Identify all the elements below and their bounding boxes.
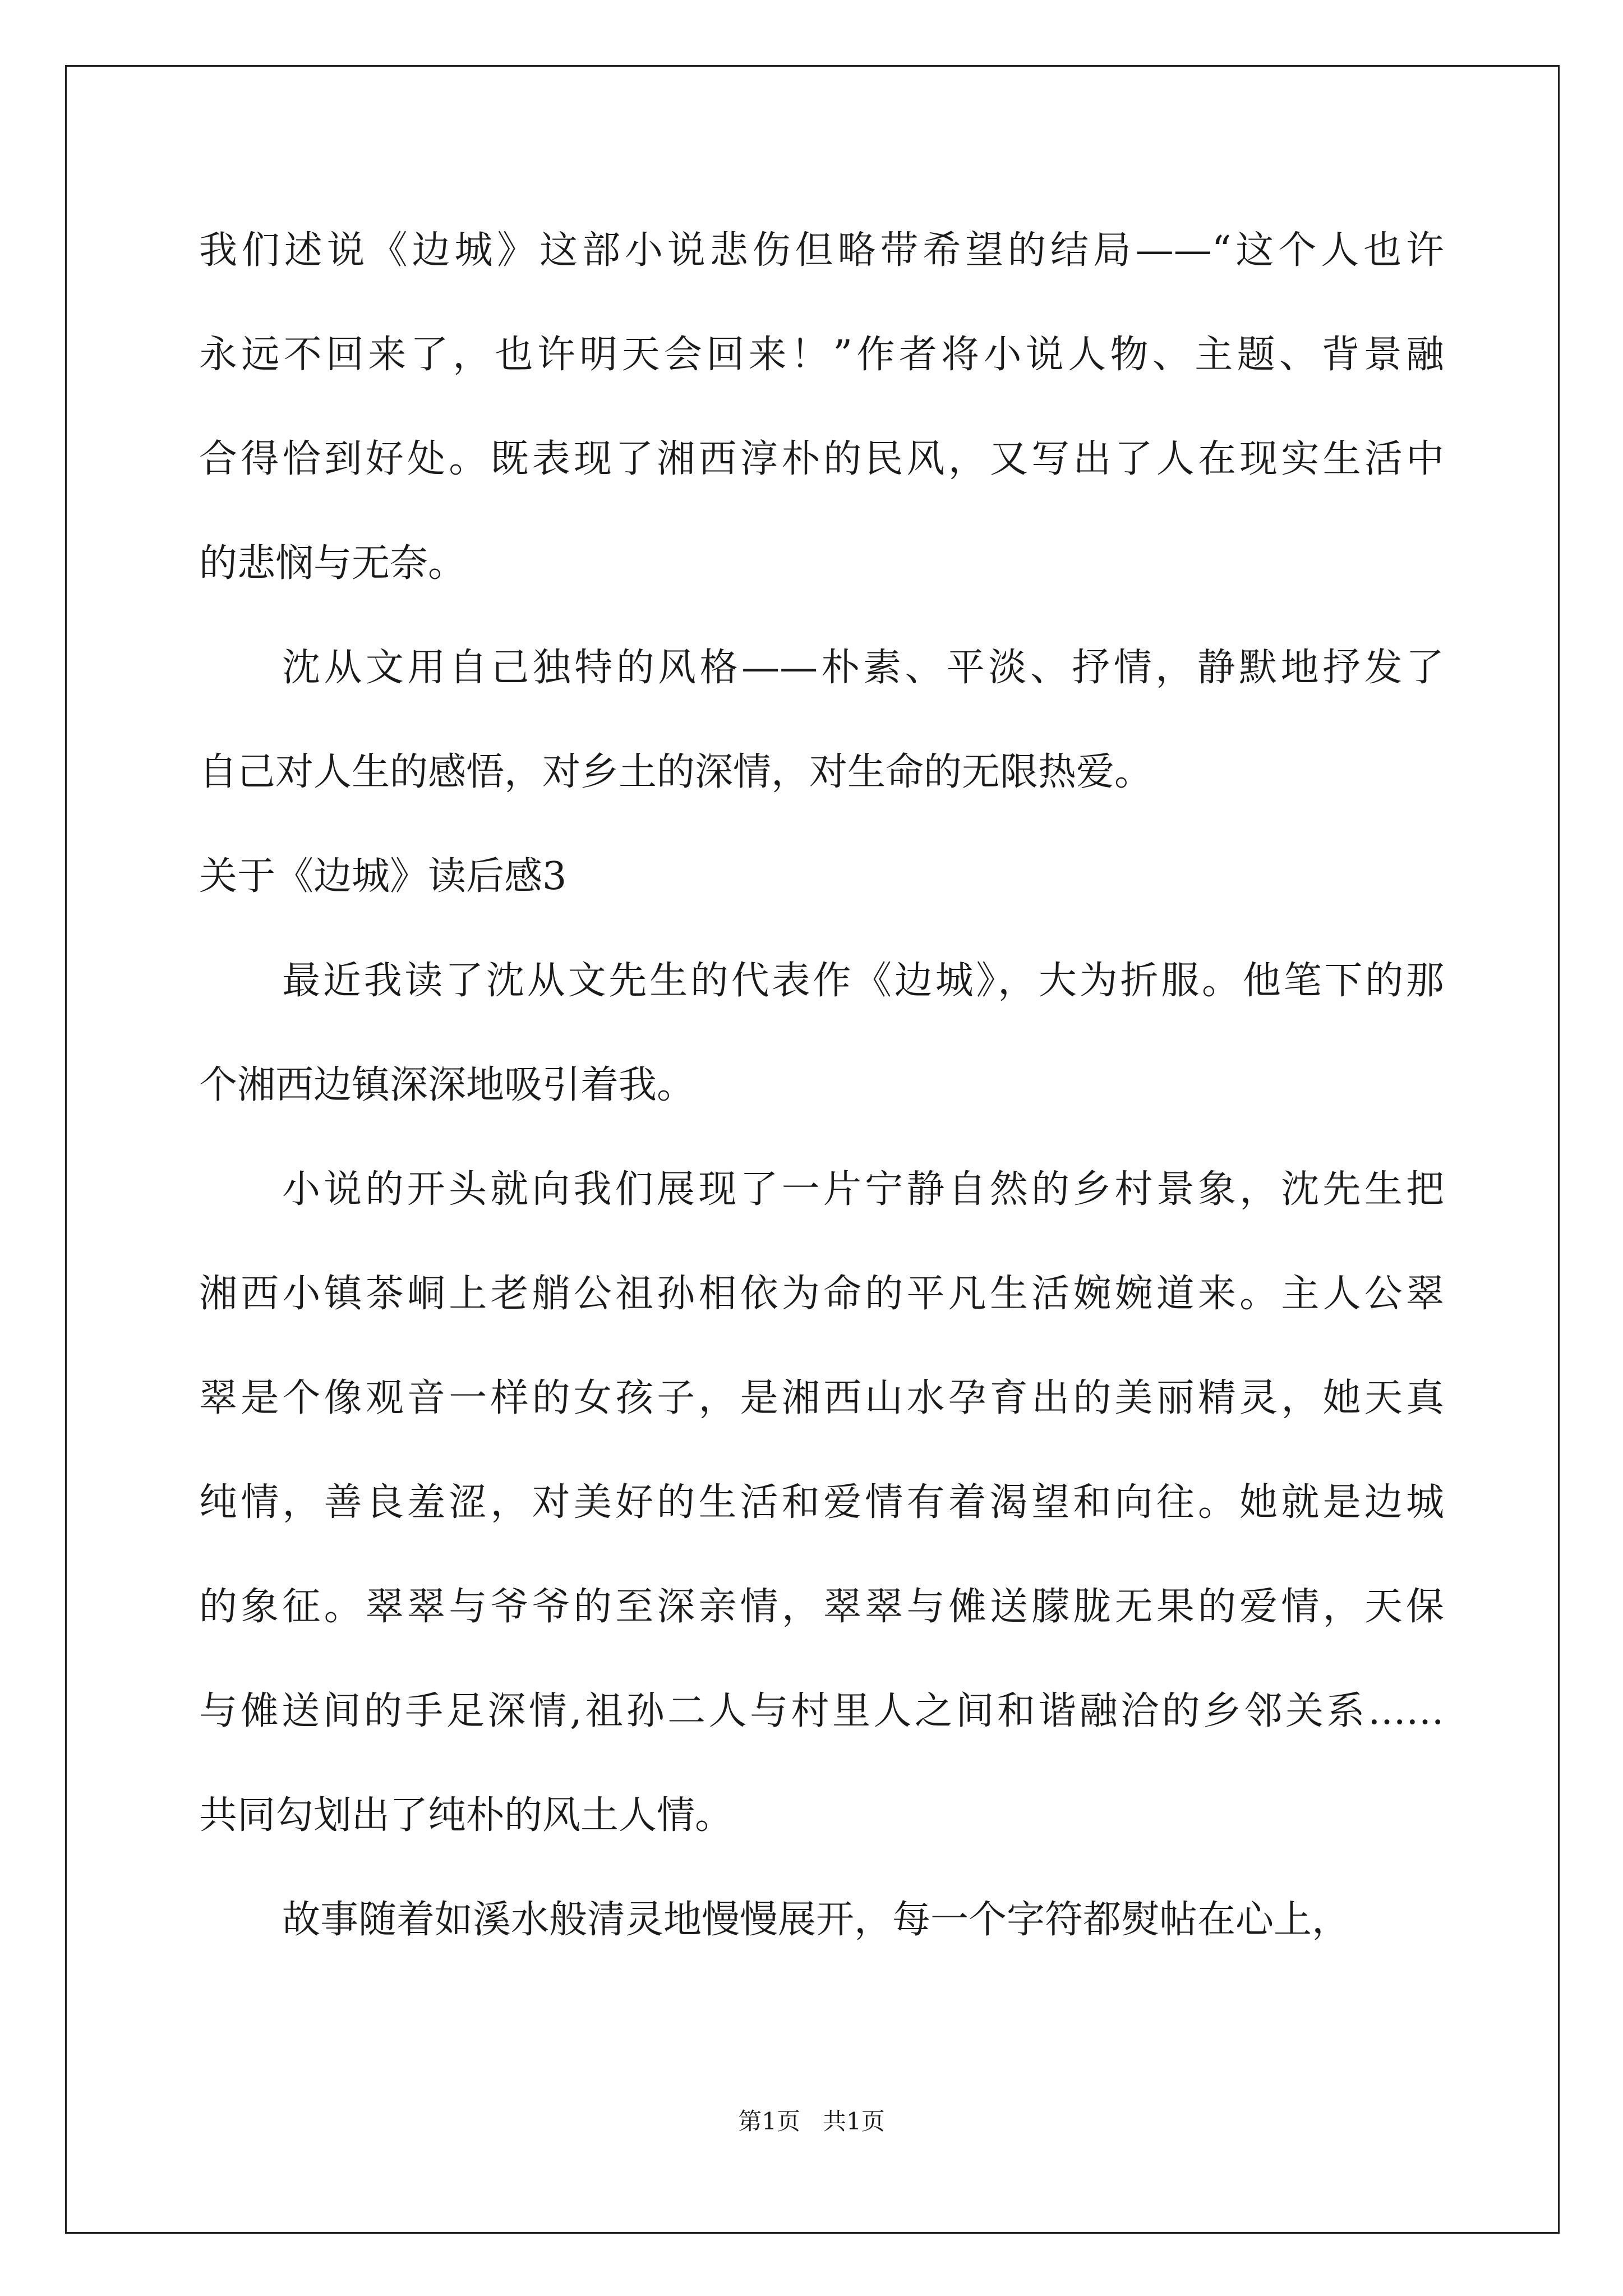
text-line: 湘西小镇茶峒上老艄公祖孙相依为命的平凡生活婉婉道来。主人公翠: [199, 1272, 1444, 1316]
text-line: 与傩送间的手足深情,祖孙二人与村里人之间和谐融洽的乡邻关系……: [199, 1689, 1444, 1733]
text-line: 最近我读了沈从文先生的代表作《边城》，大为折服。他笔下的那: [282, 959, 1444, 1003]
text-line: 的悲悯与无奈。: [199, 541, 467, 586]
text-line: 我们述说《边城》这部小说悲伤但略带希望的结局——“这个人也许: [199, 228, 1444, 273]
text-line: 沈从文用自己独特的风格——朴素、平淡、抒情，静默地抒发了: [282, 646, 1444, 690]
text-line: 关于《边城》读后感3: [199, 854, 567, 899]
text-line: 的象征。翠翠与爷爷的至深亲情，翠翠与傩送朦胧无果的爱情，天保: [199, 1585, 1444, 1629]
text-line: 翠是个像观音一样的女孩子，是湘西山水孕育出的美丽精灵，她天真: [199, 1376, 1444, 1420]
text-line: 个湘西边镇深深地吸引着我。: [199, 1063, 695, 1107]
text-line: 自己对人生的感悟，对乡土的深情，对生命的无限热爱。: [199, 750, 1153, 794]
page-total: 共1页: [823, 2108, 885, 2135]
text-line: 永远不回来了，也许明天会回来！”作者将小说人物、主题、背景融: [199, 333, 1444, 377]
document-body: [199, 219, 1444, 1993]
text-line: 共同勾划出了纯朴的风土人情。: [199, 1793, 734, 1838]
text-line: 小说的开头就向我们展现了一片宁静自然的乡村景象，沈先生把: [282, 1167, 1444, 1212]
page-number: 第1页: [738, 2108, 800, 2135]
footer-gap: [800, 2108, 823, 2135]
text-line: 纯情，善良羞涩，对美好的生活和爱情有着渴望和向往。她就是边城: [199, 1480, 1444, 1525]
page-footer: [0, 2105, 1623, 2138]
text-line: 合得恰到好处。既表现了湘西淳朴的民风，又写出了人在现实生活中: [199, 437, 1444, 481]
text-line: 故事随着如溪水般清灵地慢慢展开，每一个字符都熨帖在心上，: [282, 1898, 1350, 1942]
